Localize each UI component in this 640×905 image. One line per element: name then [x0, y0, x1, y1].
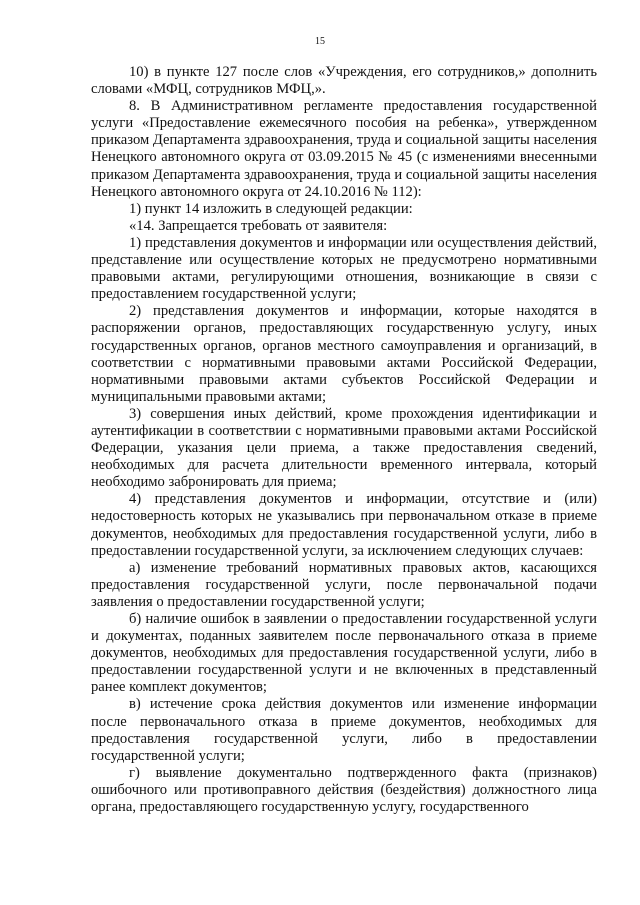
document-body — [91, 64, 597, 816]
paragraph-section-8: 8. В Административном регламенте предоставления государственной услуги «Предоставление ежемесячного пособия на ребенка», утвержденном приказом Департамента здравоохранения, труда и социальной защиты населения Ненецкого автономного округа от 03.09.2015 № 45 (с изменениями внесенными приказом Департамента здравоохранения, труда и социальной защиты населения Ненецкого автономного округа от 24.10.2016 № 112): — [91, 98, 597, 200]
paragraph-clause-14: «14. Запрещается требовать от заявителя: — [129, 217, 388, 234]
paragraph-subitem-2: 2) представления документов и информации, которые находятся в распоряжении органов, предоставляющих государственную услугу, иных государственных органов, органов местного самоуправления и организаций, в соответствии с нормативными правовыми актами Российской Федерации, нормативными правовыми актами субъектов Российской Федерации и муниципальными правовыми актами; — [91, 303, 597, 405]
paragraph-subitem-4: 4) представления документов и информации, отсутствие и (или) недостоверность которых не указывались при первоначальном отказе в приеме документов, необходимых для предоставления государственной услуги, либо в предоставлении государственной услуги, за исключением следующих случаев: — [91, 491, 597, 559]
paragraph-subitem-1: 1) представления документов и информации или осуществления действий, представление или осуществление которых не предусмотрено нормативными правовыми актами, регулирующими отношения, возникающие в связи с предоставлением государственной услуги; — [91, 234, 597, 303]
paragraph-subitem-3: 3) совершения иных действий, кроме прохождения идентификации и аутентификации в соответствии с нормативными правовыми актами Российской Федерации, указания цели приема, а также предоставления сведений, необходимых для расчета длительности временного интервала, который необходимо забронировать для приема; — [91, 405, 597, 491]
paragraph-item-10: 10) в пункте 127 после слов «Учреждения, его сотрудников,» дополнить словами «МФЦ, сотрудников МФЦ,». — [91, 64, 597, 98]
paragraph-case-a: а) изменение требований нормативных правовых актов, касающихся предоставления государственной услуги, после первоначальной подачи заявления о предоставлении государственной услуги; — [91, 559, 597, 610]
paragraph-case-b: б) наличие ошибок в заявлении о предоставлении государственной услуги и документах, поданных заявителем после первоначального отказа в приеме документов, необходимых для предоставления государственной услуги, либо в предоставлении государственной услуги и не включенных в представленный ранее комплект документов; — [91, 611, 597, 696]
page-number: 15 — [315, 36, 325, 47]
paragraph-item-1: 1) пункт 14 изложить в следующей редакции: — [129, 200, 413, 217]
paragraph-case-v: в) истечение срока действия документов или изменение информации после первоначального отказа в приеме документов, необходимых для предоставления государственной услуги, либо в предоставлении государственной услуги; — [91, 696, 597, 764]
paragraph-case-g: г) выявление документально подтвержденного факта (признаков) ошибочного или противоправного действия (бездействия) должностного лица органа, предоставляющего государственную услугу, государственного — [91, 764, 597, 816]
